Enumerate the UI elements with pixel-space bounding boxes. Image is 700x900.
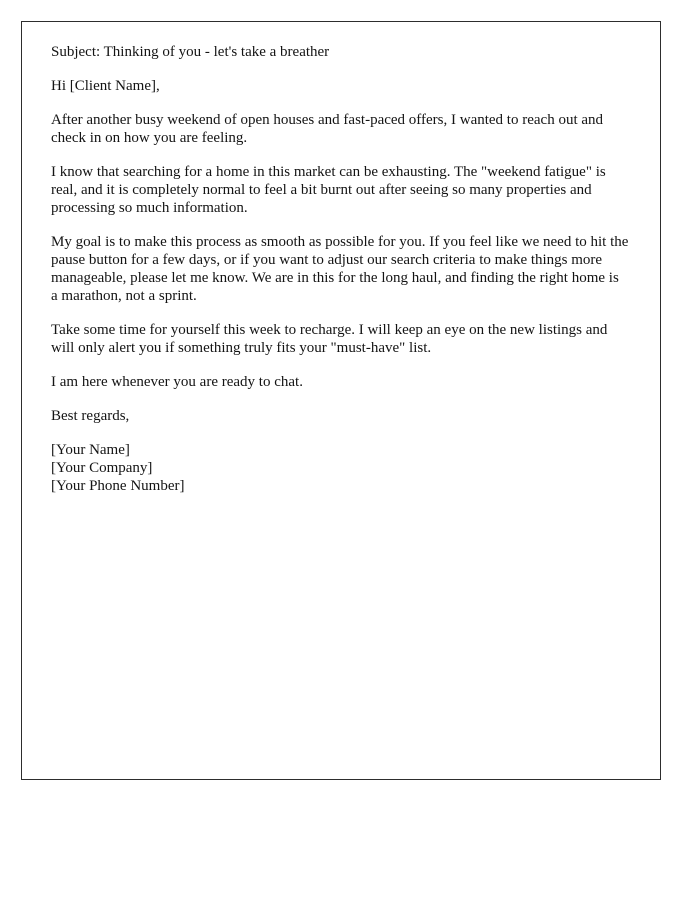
closing: Best regards,: [51, 408, 130, 424]
body-paragraph-3: My goal is to make this process as smooth as possible for you. If you feel like we need to hit the pause button for a few days, or if you want to adjust our search criteria to make things more manageable, please let me know. We are in this for the long haul, and finding the right home is a marathon, not a sprint.: [51, 234, 629, 304]
body-paragraph-5: I am here whenever you are ready to chat.: [51, 374, 303, 390]
subject-line: Subject: Thinking of you - let's take a breather: [51, 44, 330, 60]
letter-document: [21, 21, 661, 780]
signature-company: [Your Company]: [51, 460, 153, 476]
body-paragraph-1: After another busy weekend of open houses and fast-paced offers, I wanted to reach out and check in on how you are feeling.: [51, 112, 604, 146]
body-paragraph-4: Take some time for yourself this week to recharge. I will keep an eye on the new listings and will only alert you if something truly fits your "must-have" list.: [51, 322, 608, 356]
signature-phone: [Your Phone Number]: [51, 478, 185, 494]
signature-name: [Your Name]: [51, 442, 130, 458]
signature-block: [51, 441, 629, 495]
greeting: Hi [Client Name],: [51, 78, 160, 94]
body-paragraph-2: I know that searching for a home in this market can be exhausting. The "weekend fatigue" is real, and it is completely normal to feel a bit burnt out after seeing so many properties and processing so much information.: [51, 164, 606, 216]
